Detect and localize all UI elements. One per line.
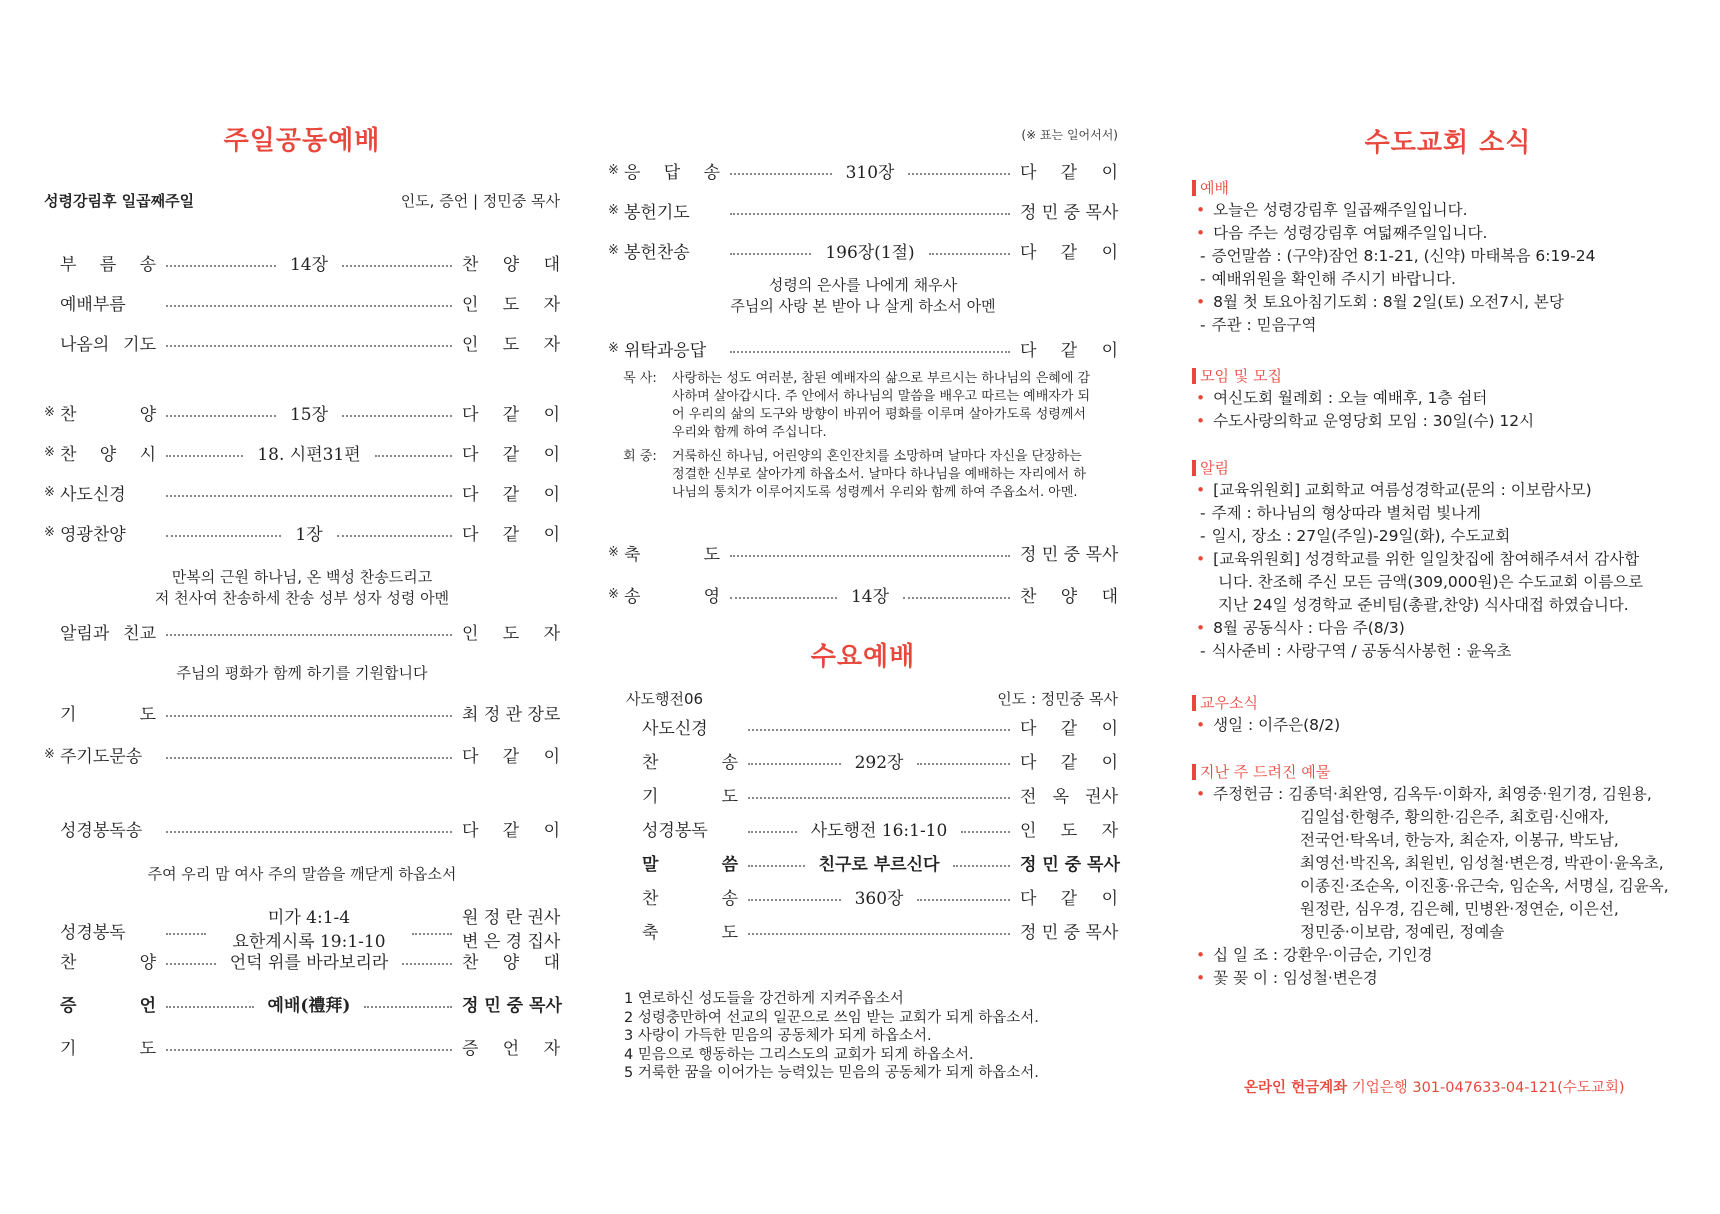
- wednesday-worship-title: 수요예배: [810, 642, 916, 672]
- order-item-detail: 310장: [845, 162, 895, 183]
- order-item-person: 찬 양 대: [462, 952, 561, 973]
- stand-mark: ※: [44, 484, 55, 500]
- order-item-detail: 예배(禮拜): [267, 995, 351, 1016]
- order-row: [44, 814, 560, 842]
- order-row: [626, 848, 1118, 876]
- glory-text: 만복의 근원 하나님, 온 백성 찬송드리고 저 천사여 찬송하세 찬송 성부 성자 성령 아멘: [154, 568, 450, 607]
- order-item-person: 다 같 이: [462, 524, 560, 545]
- order-item-name: 성경봉독: [642, 820, 708, 841]
- order-item-name: 기 도: [642, 786, 738, 807]
- order-item-person: 인 도 자: [462, 334, 560, 355]
- order-item-detail: 친구로 부르신다: [818, 854, 940, 875]
- news-item: 김일섭·한형주, 황의한·김은주, 최호림·신애자,: [1300, 808, 1609, 826]
- stand-mark: ※: [44, 746, 55, 762]
- stand-mark: ※: [44, 444, 55, 460]
- order-item-name: 찬 양: [60, 404, 156, 425]
- order-item-person: 최 정 관 장로: [462, 704, 561, 725]
- news-item: 전국언·탁옥녀, 한능자, 최순자, 이봉규, 박도남,: [1300, 831, 1619, 849]
- order-row: [626, 882, 1118, 910]
- online-offering-info: [1244, 1076, 1625, 1097]
- order-item-detail: 언덕 위를 바라보리라: [229, 952, 389, 973]
- order-item-name: 알림과 친교: [60, 623, 156, 644]
- stand-mark: ※: [608, 586, 619, 602]
- prayer-list: 1 연로하신 성도들을 강건하게 지켜주옵소서 2 성령충만하여 선교의 일꾼으로 쓰임 받는 교회가 되게 하옵소서. 3 사랑이 가득한 믿음의 공동체가 되게 하옵소서. 4 믿음으로 행동하는 그리스도의 교회가 되게 하옵소서. 5 거룩한 꿈을 이어가는 능력있는 믿음의 공동체가 되게 하옵소서.: [624, 991, 1039, 1081]
- order-item-name: 찬 양 시: [60, 444, 156, 465]
- order-item-detail: 18. 시편31편: [257, 444, 361, 465]
- order-item-person: 다 같 이: [462, 444, 560, 465]
- news-item: • 생일 : 이주은(8/2): [1196, 716, 1341, 734]
- order-row: [626, 780, 1118, 808]
- order-item-person: 다 같 이: [1020, 242, 1118, 263]
- news-section-heading: 알림: [1192, 460, 1229, 476]
- news-item: • 주정헌금 : 김종덕·최완영, 김옥두·이화자, 최영중·원기경, 김원용,: [1196, 785, 1652, 803]
- stand-mark: ※: [44, 524, 55, 540]
- order-item-person: 정 민 중 목사: [1020, 202, 1119, 223]
- order-row: [44, 698, 560, 726]
- order-row: [608, 334, 1118, 362]
- stand-mark: ※: [608, 544, 619, 560]
- order-item-name: 성경봉독송: [60, 820, 143, 841]
- order-row: [626, 814, 1118, 842]
- order-item-person: 정 민 중 목사: [1020, 854, 1120, 875]
- order-item-name: 영광찬양: [60, 524, 126, 545]
- order-row: [44, 989, 560, 1017]
- order-row: [44, 288, 560, 316]
- news-item: 정민중·이보람, 정예린, 정예솔: [1300, 923, 1505, 941]
- order-item-name: 축 도: [624, 544, 720, 565]
- order-item-name: 기 도: [60, 1038, 156, 1059]
- order-item-person: 다 같 이: [462, 820, 560, 841]
- order-item-person: 인 도 자: [1020, 820, 1118, 841]
- order-item-person: 인 도 자: [462, 294, 560, 315]
- news-item: • 여신도회 월례회 : 오늘 예배후, 1층 쉼터: [1196, 389, 1488, 407]
- order-item-name: 주기도문송: [60, 746, 143, 767]
- stand-mark: ※: [608, 340, 619, 356]
- order-item-name: 응 답 송: [624, 162, 720, 183]
- order-item-name: 증 언: [60, 995, 156, 1016]
- online-offering-account: 기업은행 301-047633-04-121(수도교회): [1351, 1080, 1625, 1096]
- order-item-person: 정 민 중 목사: [1020, 922, 1119, 943]
- online-offering-label: 온라인 헌금계좌: [1244, 1080, 1348, 1096]
- stand-mark: ※: [608, 242, 619, 258]
- pastor-charge: 목 사: 사랑하는 성도 여러분, 참된 예배자의 삶으로 부르시는 하나님의 은혜에 감사하며 살아갑시다. 주 안에서 하나님의 말씀을 배우고 따르는 예배자가 되어 우리의 삶의 도구와 방향이 바뀌어 평화를 이루며 살아가도록 성령께서 우리와 함께 하여 주십니다.: [623, 371, 1091, 440]
- order-item-name: 찬 송: [642, 752, 738, 773]
- order-item-person: 정 민 중 목사: [462, 995, 562, 1016]
- stand-mark: ※: [608, 202, 619, 218]
- news-item: - 일시, 장소 : 27일(주일)-29일(화), 수도교회: [1200, 527, 1511, 545]
- order-item-detail: 15장: [289, 404, 329, 425]
- order-row: [608, 156, 1118, 184]
- congregation-response: 회 중: 거룩하신 하나님, 어린양의 혼인잔치를 소망하며 날마다 자신을 단장하는 정결한 신부로 살아가게 하옵소서. 날마다 하나님을 예배하는 자리에서 하나님의 통치가 이루어지도록 성령께서 우리와 함께 하여 주옵소서. 아멘.: [623, 449, 1086, 500]
- order-item-name: 사도신경: [60, 484, 126, 505]
- order-item-name: 봉헌기도: [624, 202, 690, 223]
- news-item: 원정란, 심우경, 김은혜, 민병완·정연순, 이은선,: [1300, 900, 1619, 918]
- news-item: • 다음 주는 성령강림후 여덟째주일입니다.: [1196, 224, 1488, 242]
- order-item-person: 다 같 이: [1020, 752, 1118, 773]
- news-item: • 8월 첫 토요아침기도회 : 8월 2일(토) 오전7시, 본당: [1196, 293, 1564, 311]
- scripture-reading-row: 성경봉독 미가 4:1-4 요한계시록 19:1-10 원 정 란 권사 변 은 경 집사: [60, 908, 561, 952]
- order-row: [608, 580, 1118, 608]
- order-item-name: 부 름 송: [60, 254, 156, 275]
- order-row: [44, 248, 560, 276]
- news-item: - 주제 : 하나님의 형상따라 별처럼 빛나게: [1200, 504, 1482, 522]
- order-item-detail: 사도행전 16:1-10: [810, 820, 948, 841]
- news-item: • 꽃 꽂 이 : 임성철·변은경: [1196, 969, 1378, 987]
- order-item-person: 찬 양 대: [462, 254, 560, 275]
- order-item-person: 증 언 자: [462, 1038, 560, 1059]
- order-item-name: 찬 송: [642, 888, 738, 909]
- sunday-leader: 인도, 증언 | 정민중 목사: [400, 192, 560, 210]
- order-item-person: 다 같 이: [462, 404, 560, 425]
- order-row: [44, 398, 560, 426]
- order-item-person: 정 민 중 목사: [1020, 544, 1119, 565]
- order-row: [626, 712, 1118, 740]
- order-row: [626, 746, 1118, 774]
- order-item-person: 다 같 이: [1020, 888, 1118, 909]
- order-item-person: 다 같 이: [462, 746, 560, 767]
- news-section-heading: 지난 주 드려진 예물: [1192, 764, 1330, 780]
- wednesday-leader: 인도 : 정민중 목사: [997, 690, 1118, 708]
- order-item-name: 사도신경: [642, 718, 708, 739]
- news-item: • [교육위원회] 교회학교 여름성경학교(문의 : 이보람사모): [1196, 481, 1592, 499]
- order-row: [44, 438, 560, 466]
- order-item-detail: 360장: [854, 888, 904, 909]
- news-section-heading: 교우소식: [1192, 695, 1258, 711]
- order-row: [608, 538, 1118, 566]
- standing-note: (※ 표는 일어서서): [1021, 128, 1118, 142]
- news-item: - 주관 : 믿음구역: [1200, 316, 1317, 334]
- offering-hymn-text: 성령의 은사를 나에게 채우사 주님의 사랑 본 받아 나 살게 하소서 아멘: [730, 276, 996, 315]
- order-item-detail: 14장: [289, 254, 329, 275]
- order-item-person: 다 같 이: [1020, 162, 1118, 183]
- order-row: [44, 617, 560, 645]
- peace-text: 주님의 평화가 함께 하기를 기원합니다: [176, 664, 428, 682]
- news-section-heading: 모임 및 모집: [1192, 368, 1282, 384]
- order-item-name: 봉헌찬송: [624, 242, 690, 263]
- order-row: [44, 478, 560, 506]
- order-item-person: 다 같 이: [462, 484, 560, 505]
- order-item-detail: 1장: [295, 524, 323, 545]
- news-item: 지난 24일 성경학교 준비팀(총괄,찬양) 식사대접 하였습니다.: [1218, 596, 1629, 614]
- news-item: • 수도사랑의학교 운영당회 모임 : 30일(수) 12시: [1196, 412, 1535, 430]
- news-item: 최영선·박진옥, 최원빈, 임성철·변은경, 박관이·윤옥초,: [1300, 854, 1664, 872]
- news-item: • 십 일 조 : 강환우·이금순, 기인경: [1196, 946, 1433, 964]
- order-item-detail: 292장: [854, 752, 904, 773]
- news-section-heading: 예배: [1192, 180, 1229, 196]
- word-text: 주여 우리 맘 여사 주의 말씀을 깨닫게 하옵소서: [147, 865, 457, 883]
- order-item-name: 나옴의 기도: [60, 334, 156, 355]
- news-item: - 증언말씀 : (구약)잠언 8:1-21, (신약) 마태복음 6:19-24: [1200, 247, 1596, 265]
- order-row: [44, 328, 560, 356]
- order-row: [44, 1032, 560, 1060]
- order-row: [44, 740, 560, 768]
- order-item-name: 기 도: [60, 704, 156, 725]
- church-news-title: 수도교회 소식: [1364, 128, 1532, 158]
- order-item-name: 찬 양: [60, 952, 156, 973]
- order-item-detail: 196장(1절): [825, 242, 915, 263]
- sunday-name: 성령강림후 일곱째주일: [44, 192, 195, 210]
- order-item-person: 찬 양 대: [1020, 586, 1118, 607]
- order-item-person: 다 같 이: [1020, 718, 1118, 739]
- order-item-person: 다 같 이: [1020, 340, 1118, 361]
- news-item: • 오늘은 성령강림후 일곱째주일입니다.: [1196, 201, 1468, 219]
- order-row: [608, 196, 1118, 224]
- wednesday-text: 사도행전06: [626, 690, 704, 708]
- order-row: [626, 916, 1118, 944]
- stand-mark: ※: [44, 404, 55, 420]
- order-item-name: 송 영: [624, 586, 720, 607]
- order-item-person: 전 옥 권사: [1020, 786, 1118, 807]
- order-item-detail: 14장: [850, 586, 890, 607]
- order-row: [44, 518, 560, 546]
- order-item-name: 예배부름: [60, 294, 126, 315]
- order-item-name: 위탁과응답: [624, 340, 707, 361]
- stand-mark: ※: [608, 162, 619, 178]
- sunday-worship-title: 주일공동예배: [223, 126, 381, 156]
- order-item-name: 말 씀: [642, 854, 738, 875]
- news-item: 이종진·조순옥, 이진홍·유근숙, 임순옥, 서명실, 김윤옥,: [1300, 877, 1669, 895]
- order-item-person: 인 도 자: [462, 623, 560, 644]
- news-item: - 식사준비 : 사랑구역 / 공동식사봉헌 : 윤옥초: [1200, 642, 1512, 660]
- order-row: [608, 236, 1118, 264]
- news-item: • 8월 공동식사 : 다음 주(8/3): [1196, 619, 1405, 637]
- news-item: - 예배위원을 확인해 주시기 바랍니다.: [1200, 270, 1456, 288]
- news-item: 니다. 찬조해 주신 모든 금액(309,000원)은 수도교회 이름으로: [1218, 573, 1644, 591]
- order-item-name: 축 도: [642, 922, 738, 943]
- news-item: • [교육위원회] 성경학교를 위한 일일찻집에 참여해주셔서 감사합: [1196, 550, 1640, 568]
